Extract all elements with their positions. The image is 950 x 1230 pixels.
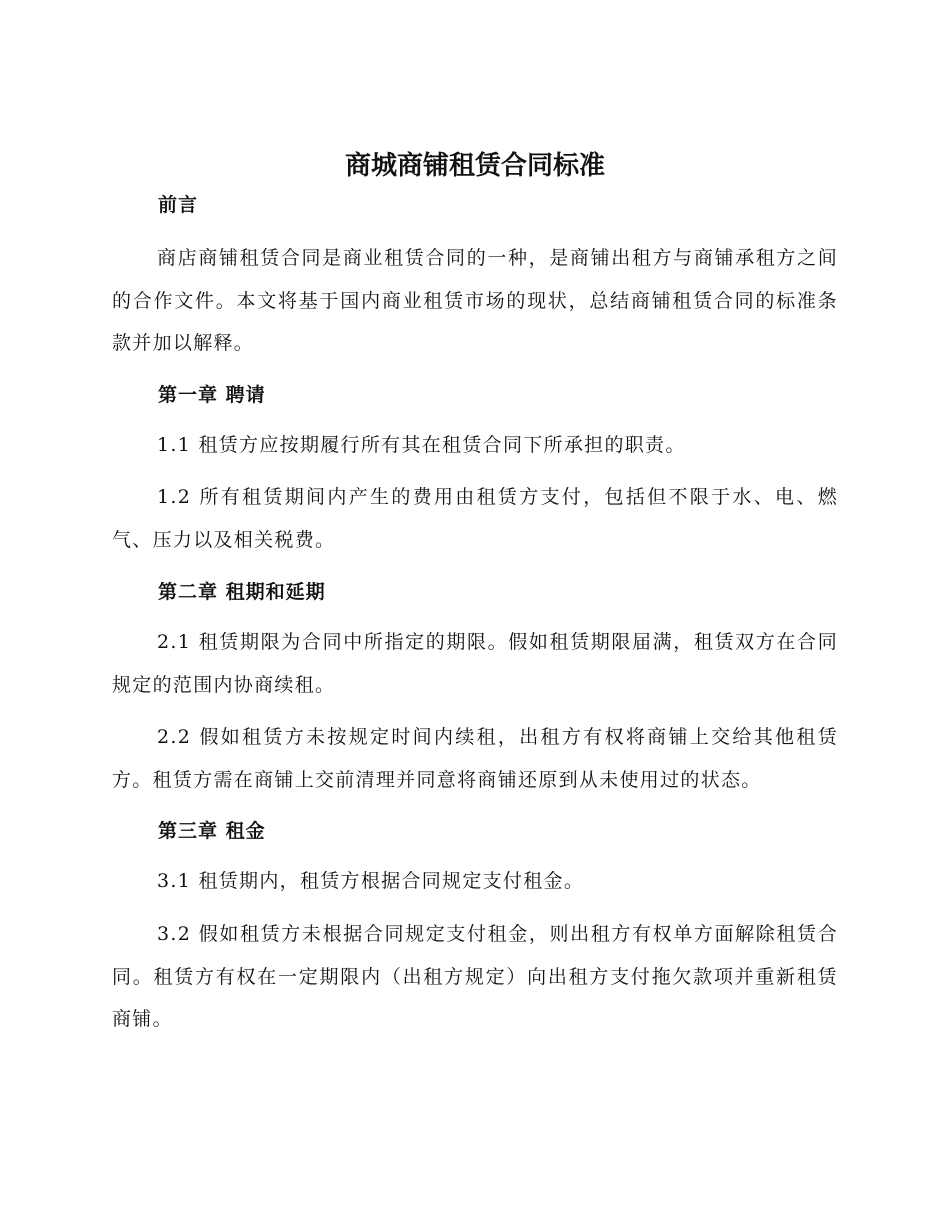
clause-3-2: 3.2 假如租赁方未根据合同规定支付租金，则出租方有权单方面解除租赁合同。租赁方有权在一定期限内（出租方规定）向出租方支付拖欠款项并重新租赁商铺。 [112,923,838,1030]
chapter-3-heading: 第三章 租金 [158,820,266,842]
chapter-2-heading: 第二章 租期和延期 [158,581,326,603]
chapter-1-heading: 第一章 聘请 [158,384,266,406]
preface-heading: 前言 [158,194,199,216]
clause-1-1: 1.1 租赁方应按期履行所有其在租赁合同下所承担的职责。 [157,434,686,456]
clause-2-1: 2.1 租赁期限为合同中所指定的期限。假如租赁期限届满，租赁双方在合同规定的范围内协商续租。 [112,631,838,696]
clause-3-1: 3.1 租赁期内，租赁方根据合同规定支付租金。 [157,870,585,892]
clause-2-2: 2.2 假如租赁方未按规定时间内续租，出租方有权将商铺上交给其他租赁方。租赁方需在商铺上交前清理并同意将商铺还原到从未使用过的状态。 [112,726,838,791]
document-title: 商城商铺租赁合同标准 [344,151,605,181]
preface-paragraph: 商店商铺租赁合同是商业租赁合同的一种，是商铺出租方与商铺承租方之间的合作文件。本文将基于国内商业租赁市场的现状，总结商铺租赁合同的标准条款并加以解释。 [112,247,838,354]
clause-1-2: 1.2 所有租赁期间内产生的费用由租赁方支付，包括但不限于水、电、燃气、压力以及相关税费。 [112,486,838,551]
